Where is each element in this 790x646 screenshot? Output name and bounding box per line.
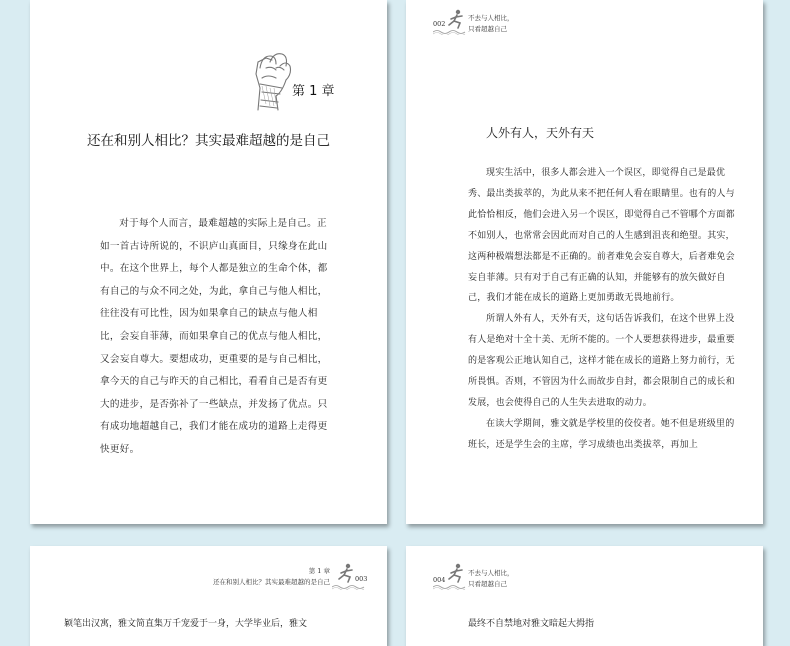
paragraph: 所谓人外有人，天外有天，这句话告诉我们，在这个世界上没有人是绝对十全十美、无所不能的。一个人要想获得进步，最重要的是客观公正地认知自己，这样才能在成长的道路上努力前行，无所畏惧。否则，不管因为什么而故步自封，都会限制自己的成长和发展，也会使得自己的人生失去进取的动力。 — [468, 314, 735, 408]
book-page-3 — [30, 546, 387, 646]
section-body-text — [468, 163, 743, 456]
page-number: 004 — [433, 576, 446, 584]
raised-fist-icon — [246, 44, 292, 112]
wave-ornament — [433, 584, 467, 590]
running-head-line: 不去与人相比， — [468, 569, 514, 577]
partial-text: 颖笔出汉寓，雅文简直集万千宠爱于一身，大学毕业后，雅文 — [64, 619, 308, 629]
page-number: 003 — [355, 575, 368, 583]
paragraph: 在读大学期间，雅文就是学校里的佼佼者。她不但是班级里的班长，还是学生会的主席，学习成绩也出类拔萃，再加上 — [468, 418, 735, 450]
chapter-intro-text — [100, 213, 332, 462]
book-page-2 — [406, 0, 763, 524]
section-title: 人外有人，天外有天 — [486, 126, 595, 140]
book-page-4 — [406, 546, 763, 646]
running-head — [30, 566, 330, 588]
running-head-line: 不去与人相比， — [468, 14, 514, 22]
paragraph: 现实生活中，很多人都会进入一个误区，即觉得自己是最优秀、最出类拔萃的，为此从来不把任何人看在眼睛里。也有的人与此恰恰相反，他们会进入另一个误区，即觉得自己不管哪个方面都不如别人，也常常会因此而对自己的人生感到沮丧和绝望。其实，这两种极端想法都是不正确的。前者难免会妄自尊大，后者难免会妄自菲薄。只有对于自己有正确的认知，并能够有的放矢做好自己，我们才能在成长的道路上更加勇敢无畏地前行。 — [468, 168, 735, 304]
chapter-title: 还在和别人相比？其实最难超越的是自己 — [87, 133, 330, 149]
book-page-1 — [30, 0, 387, 524]
running-head-line: 只看超越自己 — [468, 25, 507, 33]
running-head-chapter: 第 1 章 — [308, 567, 330, 575]
running-head — [468, 568, 514, 590]
running-head — [468, 13, 514, 35]
running-head-line: 只看超越自己 — [468, 580, 507, 588]
chapter-label: 第 1 章 — [292, 84, 335, 99]
wave-ornament — [433, 29, 467, 35]
running-head-title: 还在和别人相比？其实最难超越的是自己 — [213, 578, 330, 586]
page-number: 002 — [433, 20, 446, 28]
paragraph: 对于每个人而言，最难超越的实际上是自己。正如一首古诗所说的，不识庐山真面目，只缘身在此山中。在这个世界上，每个人都是独立的生命个体，都有自己的与众不同之处，为此，拿自己与他人相比，往往没有可比性，因为如果拿自己的缺点与他人相比，会妄自菲薄，而如果拿自己的优点与他人相比，又会妄自尊大。要想成功，更重要的是与自己相比，拿今天的自己与昨天的自己相比，看看自己是否有更大的进步，是否弥补了一些缺点，并发扬了优点。只有成功地超越自己，我们才能在成功的道路上走得更快更好。 — [100, 218, 328, 455]
partial-text: 最终不自禁地对雅文暗起大拇指 — [468, 619, 595, 629]
wave-ornament — [332, 584, 366, 590]
